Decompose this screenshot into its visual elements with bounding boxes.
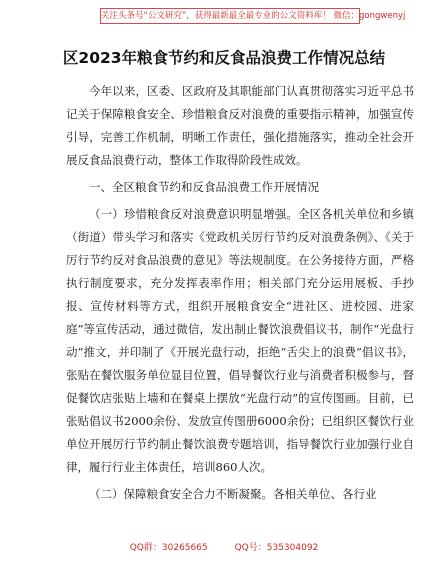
document-title: 区2023年粮食节约和反食品浪费工作情况总结 <box>62 49 386 67</box>
section-heading-1: 一、全区粮食节约和反食品浪费工作开展情况 <box>89 180 319 194</box>
footer-qq-group: QQ群：30265665 <box>129 543 208 553</box>
subsection-paragraph-2: （二）保障粮食安全合力不断凝聚。各相关单位、各行业 <box>89 487 377 501</box>
subsection-paragraph-1: （一）珍惜粮食反对浪费意识明显增强。全区各机关单位和乡镇（街道）带头学习和落实《党政机关厉行节约反对浪费条例》、《关于厉行节约反对食品浪费的意见》等法规制度。在公务接待方面，严格执行制度要求，充分发挥表率作用；相关部门充分运用展板、手抄报、宣传材料等方式，组织开展粮食安全“进社区、进校园、进家庭”等宣传活动，通过微信，发出制止餐饮浪费倡议书，制作“光盘行动”推文，并印制了《开展光盘行动，拒绝“舌尖上的浪费”倡议书》，张贴在餐饮服务单位显目位置，倡导餐饮行业与消费者积极参与，督促餐饮店张贴上墙和在餐桌上摆放“光盘行动”的宣传图画。目前，已张贴倡议书2000余份、发放宣传图册6000余份；已组织区餐饮行业单位开展厉行节约制止餐饮浪费专题培训，指导餐饮行业加强行业自律，履行行业主体责任，培训860人次。 <box>66 207 414 474</box>
header-banner: 关注头条号“公文研究”，获得最新最全最专业的公文资料库！ 微信：gongwenyj <box>100 8 360 24</box>
footer-qq-number: QQ号：535304092 <box>234 543 319 553</box>
intro-paragraph: 今年以来，区委、区政府及其职能部门认真贯彻落实习近平总书记关于保障粮食安全、珍惜粮食反对浪费的重要指示精神，加强宣传引导，完善工作机制，明晰工作责任，强化措施落实，推动全社会开展反食品浪费行动，整体工作取得阶段性成效。 <box>66 84 414 167</box>
document-body <box>66 80 414 506</box>
footer-contact <box>0 540 448 553</box>
